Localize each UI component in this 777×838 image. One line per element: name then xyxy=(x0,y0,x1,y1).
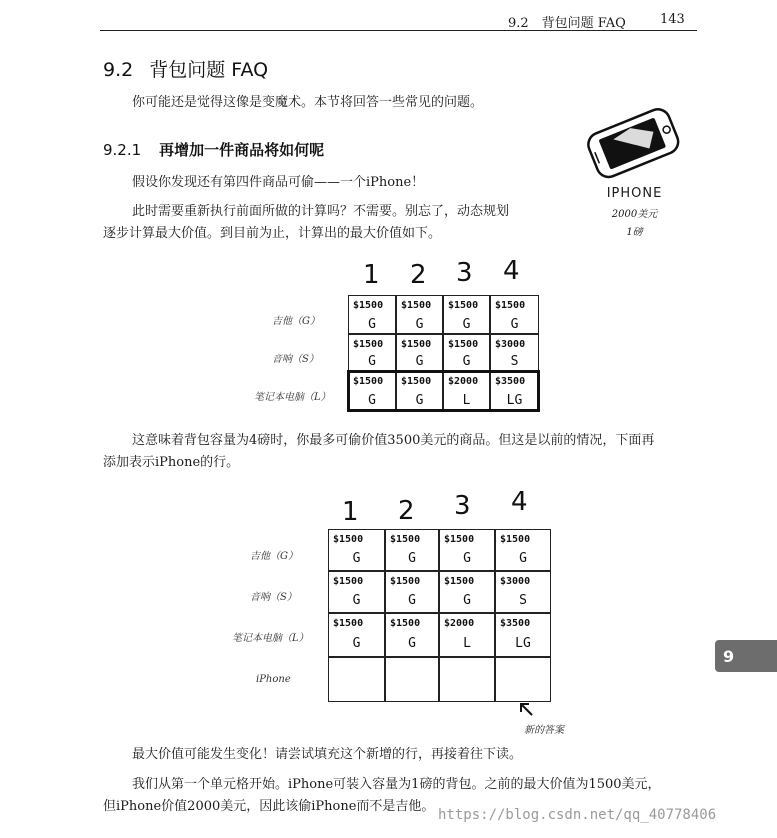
table-cell: $3500 LG xyxy=(495,613,551,657)
table2-row-label-stereo: 音响（S） xyxy=(250,592,297,603)
watermark-url: https://blog.csdn.net/qq_40778406 xyxy=(438,807,717,823)
table-cell: $1500 G xyxy=(348,295,396,334)
table-cell: $1500 G xyxy=(396,295,443,334)
paragraph-first-cell-1: 我们从第一个单元格开始。iPhone可装入容量为1磅的背包。之前的最大价值为1500美元， xyxy=(132,777,661,792)
header-page-number: 143 xyxy=(660,12,685,27)
table2-col-4: 4 xyxy=(511,487,528,517)
table-cell: $1500 G xyxy=(348,371,396,411)
table-cell: $2000 L xyxy=(443,371,490,411)
table-cell: $1500 G xyxy=(495,529,551,571)
iphone-price: 2000美元 xyxy=(611,209,658,220)
table2-col-3: 3 xyxy=(454,491,471,521)
table-cell: $1500 G xyxy=(328,571,385,613)
subsection-title: 再增加一件商品将如何呢 xyxy=(159,141,325,159)
paragraph-first-cell-2: 但iPhone价值2000美元，因此该偷iPhone而不是吉他。 xyxy=(103,799,435,814)
paragraph-iphone-intro: 假设你发现还有第四件商品可偷——一个iPhone！ xyxy=(132,175,425,190)
paragraph-result-2: 添加表示iPhone的行。 xyxy=(103,455,240,470)
header-section: 9.2 背包问题 FAQ xyxy=(508,16,626,31)
table-cell: $1500 G xyxy=(490,295,539,334)
table2-row-label-iphone: iPhone xyxy=(256,674,291,685)
paragraph-result-1: 这意味着背包容量为4磅时，你最多可偷价值3500美元的商品。但这是以前的情况，下面再 xyxy=(132,433,655,448)
iphone-cell-empty xyxy=(439,657,495,702)
subsection-heading xyxy=(103,139,324,160)
section-heading xyxy=(103,55,268,82)
table1-row-label-stereo: 音响（S） xyxy=(272,354,319,365)
table1-row-label-guitar: 吉他（G） xyxy=(272,316,320,327)
table-cell: $1500 G xyxy=(443,295,490,334)
knapsack-table-before xyxy=(250,255,550,420)
table2-row-label-guitar: 吉他（G） xyxy=(250,551,298,562)
table-cell: $3000 S xyxy=(490,334,539,371)
table-cell: $1500 G xyxy=(439,571,495,613)
iphone-cell-empty xyxy=(385,657,439,702)
table2-col-2: 2 xyxy=(398,496,415,526)
knapsack-table-with-iphone xyxy=(228,485,588,740)
table1-col-1: 1 xyxy=(363,260,380,290)
table-cell: $1500 G xyxy=(385,613,439,657)
subsection-number: 9.2.1 xyxy=(103,141,142,159)
iphone-cell-empty xyxy=(495,657,551,702)
table-cell: $1500 G xyxy=(385,571,439,613)
paragraph-try-fill: 最大价值可能发生变化！请尝试填充这个新增的行，再接着往下读。 xyxy=(132,747,523,762)
table-cell: $1500 G xyxy=(348,334,396,371)
table-cell: $1500 G xyxy=(439,529,495,571)
table1-col-3: 3 xyxy=(456,258,473,288)
running-header xyxy=(100,12,697,31)
section-number: 9.2 xyxy=(103,59,134,81)
table-cell: $1500 G xyxy=(443,334,490,371)
iphone-name: IPHONE xyxy=(606,186,663,201)
paragraph-recompute-2: 逐步计算最大价值。到目前为止，计算出的最大价值如下。 xyxy=(103,226,442,241)
table-cell: $1500 G xyxy=(328,613,385,657)
iphone-sketch-icon xyxy=(577,100,692,190)
table-cell: $3500 LG xyxy=(490,371,539,411)
table-cell: $2000 L xyxy=(439,613,495,657)
table2-col-1: 1 xyxy=(342,497,359,527)
intro-paragraph: 你可能还是觉得这像是变魔术。本节将回答一些常见的问题。 xyxy=(132,95,484,110)
arrow-up-left-icon xyxy=(518,701,538,721)
table1-row-label-laptop: 笔记本电脑（L） xyxy=(254,392,331,403)
table-cell: $3000 S xyxy=(495,571,551,613)
table-cell: $1500 G xyxy=(396,334,443,371)
table-cell: $1500 G xyxy=(396,371,443,411)
laptop-row-highlight xyxy=(347,370,540,412)
paragraph-recompute-1: 此时需要重新执行前面所做的计算吗？不需要。别忘了，动态规划 xyxy=(132,204,510,219)
table1-col-4: 4 xyxy=(503,256,520,286)
iphone-illustration xyxy=(577,100,692,240)
table2-row-label-laptop: 笔记本电脑（L） xyxy=(232,633,309,644)
iphone-weight: 1磅 xyxy=(626,227,643,238)
table1-col-2: 2 xyxy=(410,260,427,290)
new-answer-annotation: 新的答案 xyxy=(524,725,564,736)
table-cell: $1500 G xyxy=(385,529,439,571)
section-title: 背包问题 FAQ xyxy=(149,59,269,81)
iphone-cell-empty xyxy=(328,657,385,702)
chapter-tab: 9 xyxy=(715,640,777,672)
table-cell: $1500 G xyxy=(328,529,385,571)
